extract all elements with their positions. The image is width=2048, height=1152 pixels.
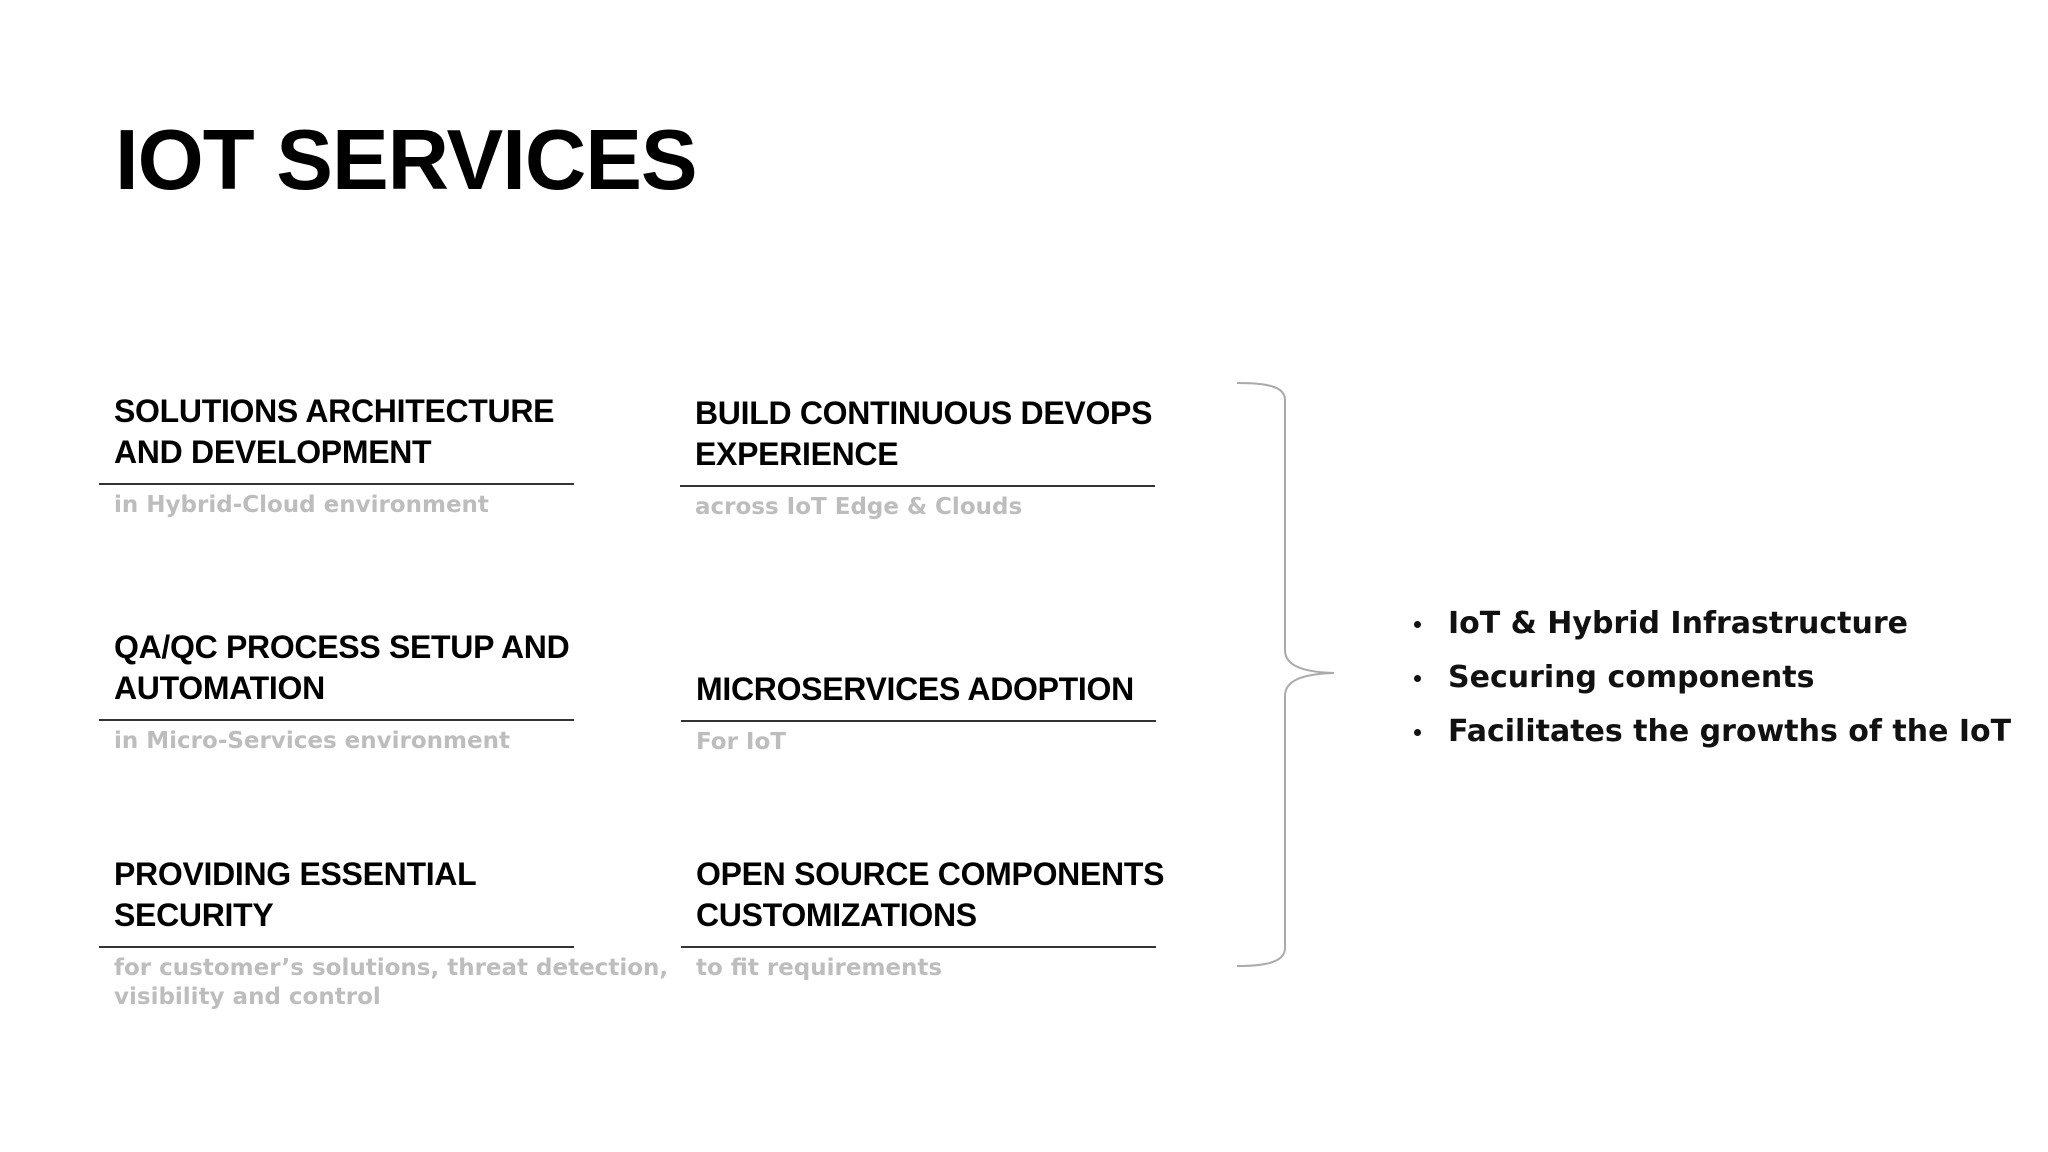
service-heading — [114, 627, 574, 709]
service-subtitle-line: visibility and control — [114, 984, 381, 1010]
service-subtitle-line: across IoT Edge & Clouds — [695, 494, 1023, 520]
service-subtitle-line: For IoT — [696, 729, 786, 755]
service-heading — [696, 854, 1165, 936]
service-subtitle-line: to fit requirements — [696, 955, 943, 981]
service-subtitle — [114, 727, 574, 756]
benefit-item — [1410, 597, 2011, 651]
service-heading — [114, 854, 574, 936]
service-subtitle — [696, 728, 1156, 757]
service-heading-line: AUTOMATION — [114, 670, 325, 706]
benefit-text: Securing components — [1448, 660, 1815, 695]
service-heading-line: MICROSERVICES ADOPTION — [696, 671, 1134, 707]
service-heading — [696, 669, 1156, 710]
curly-brace-divider — [1236, 380, 1346, 970]
service-heading-line: CUSTOMIZATIONS — [696, 897, 977, 933]
service-heading-line: OPEN SOURCE COMPONENTS — [696, 856, 1165, 892]
service-subtitle — [695, 493, 1155, 522]
service-subtitle-line: in Hybrid-Cloud environment — [114, 492, 489, 518]
service-devops-experience — [680, 393, 1155, 522]
benefit-item — [1410, 651, 2011, 705]
bullet-icon — [1414, 675, 1421, 682]
service-heading-line: PROVIDING ESSENTIAL — [114, 856, 477, 892]
service-heading-line: SECURITY — [114, 897, 274, 933]
service-divider — [680, 485, 1155, 487]
service-heading-line: EXPERIENCE — [695, 436, 899, 472]
benefit-item — [1410, 705, 2011, 759]
benefit-text: IoT & Hybrid Infrastructure — [1448, 606, 1909, 641]
benefits-list — [1410, 597, 2011, 759]
service-heading-line: SOLUTIONS ARCHITECTURE — [114, 393, 555, 429]
benefit-text: Facilitates the growths of the IoT — [1448, 714, 2012, 749]
service-subtitle — [114, 954, 669, 1012]
service-subtitle — [696, 954, 1156, 983]
service-microservices-adoption — [681, 669, 1156, 757]
service-subtitle-line: for customer’s solutions, threat detection, — [114, 955, 669, 981]
service-heading-line: BUILD CONTINUOUS DEVOPS — [695, 395, 1153, 431]
service-subtitle-line: in Micro-Services environment — [114, 728, 510, 754]
service-divider — [681, 946, 1156, 948]
service-essential-security — [99, 854, 669, 1012]
service-divider — [99, 483, 574, 485]
service-solutions-architecture — [99, 391, 574, 520]
service-heading — [114, 391, 574, 473]
service-divider — [681, 720, 1156, 722]
bullet-icon — [1414, 621, 1421, 628]
service-open-source-customizations — [681, 854, 1165, 983]
service-divider — [99, 946, 574, 948]
service-heading — [695, 393, 1155, 475]
service-divider — [99, 719, 574, 721]
service-heading-line: QA/QC PROCESS SETUP AND — [114, 629, 570, 665]
curly-brace-path — [1237, 383, 1334, 966]
service-subtitle — [114, 491, 574, 520]
bullet-icon — [1414, 729, 1421, 736]
service-qa-qc-process — [99, 627, 574, 756]
page-title: IOT SERVICES — [115, 113, 697, 208]
service-heading-line: AND DEVELOPMENT — [114, 434, 432, 470]
